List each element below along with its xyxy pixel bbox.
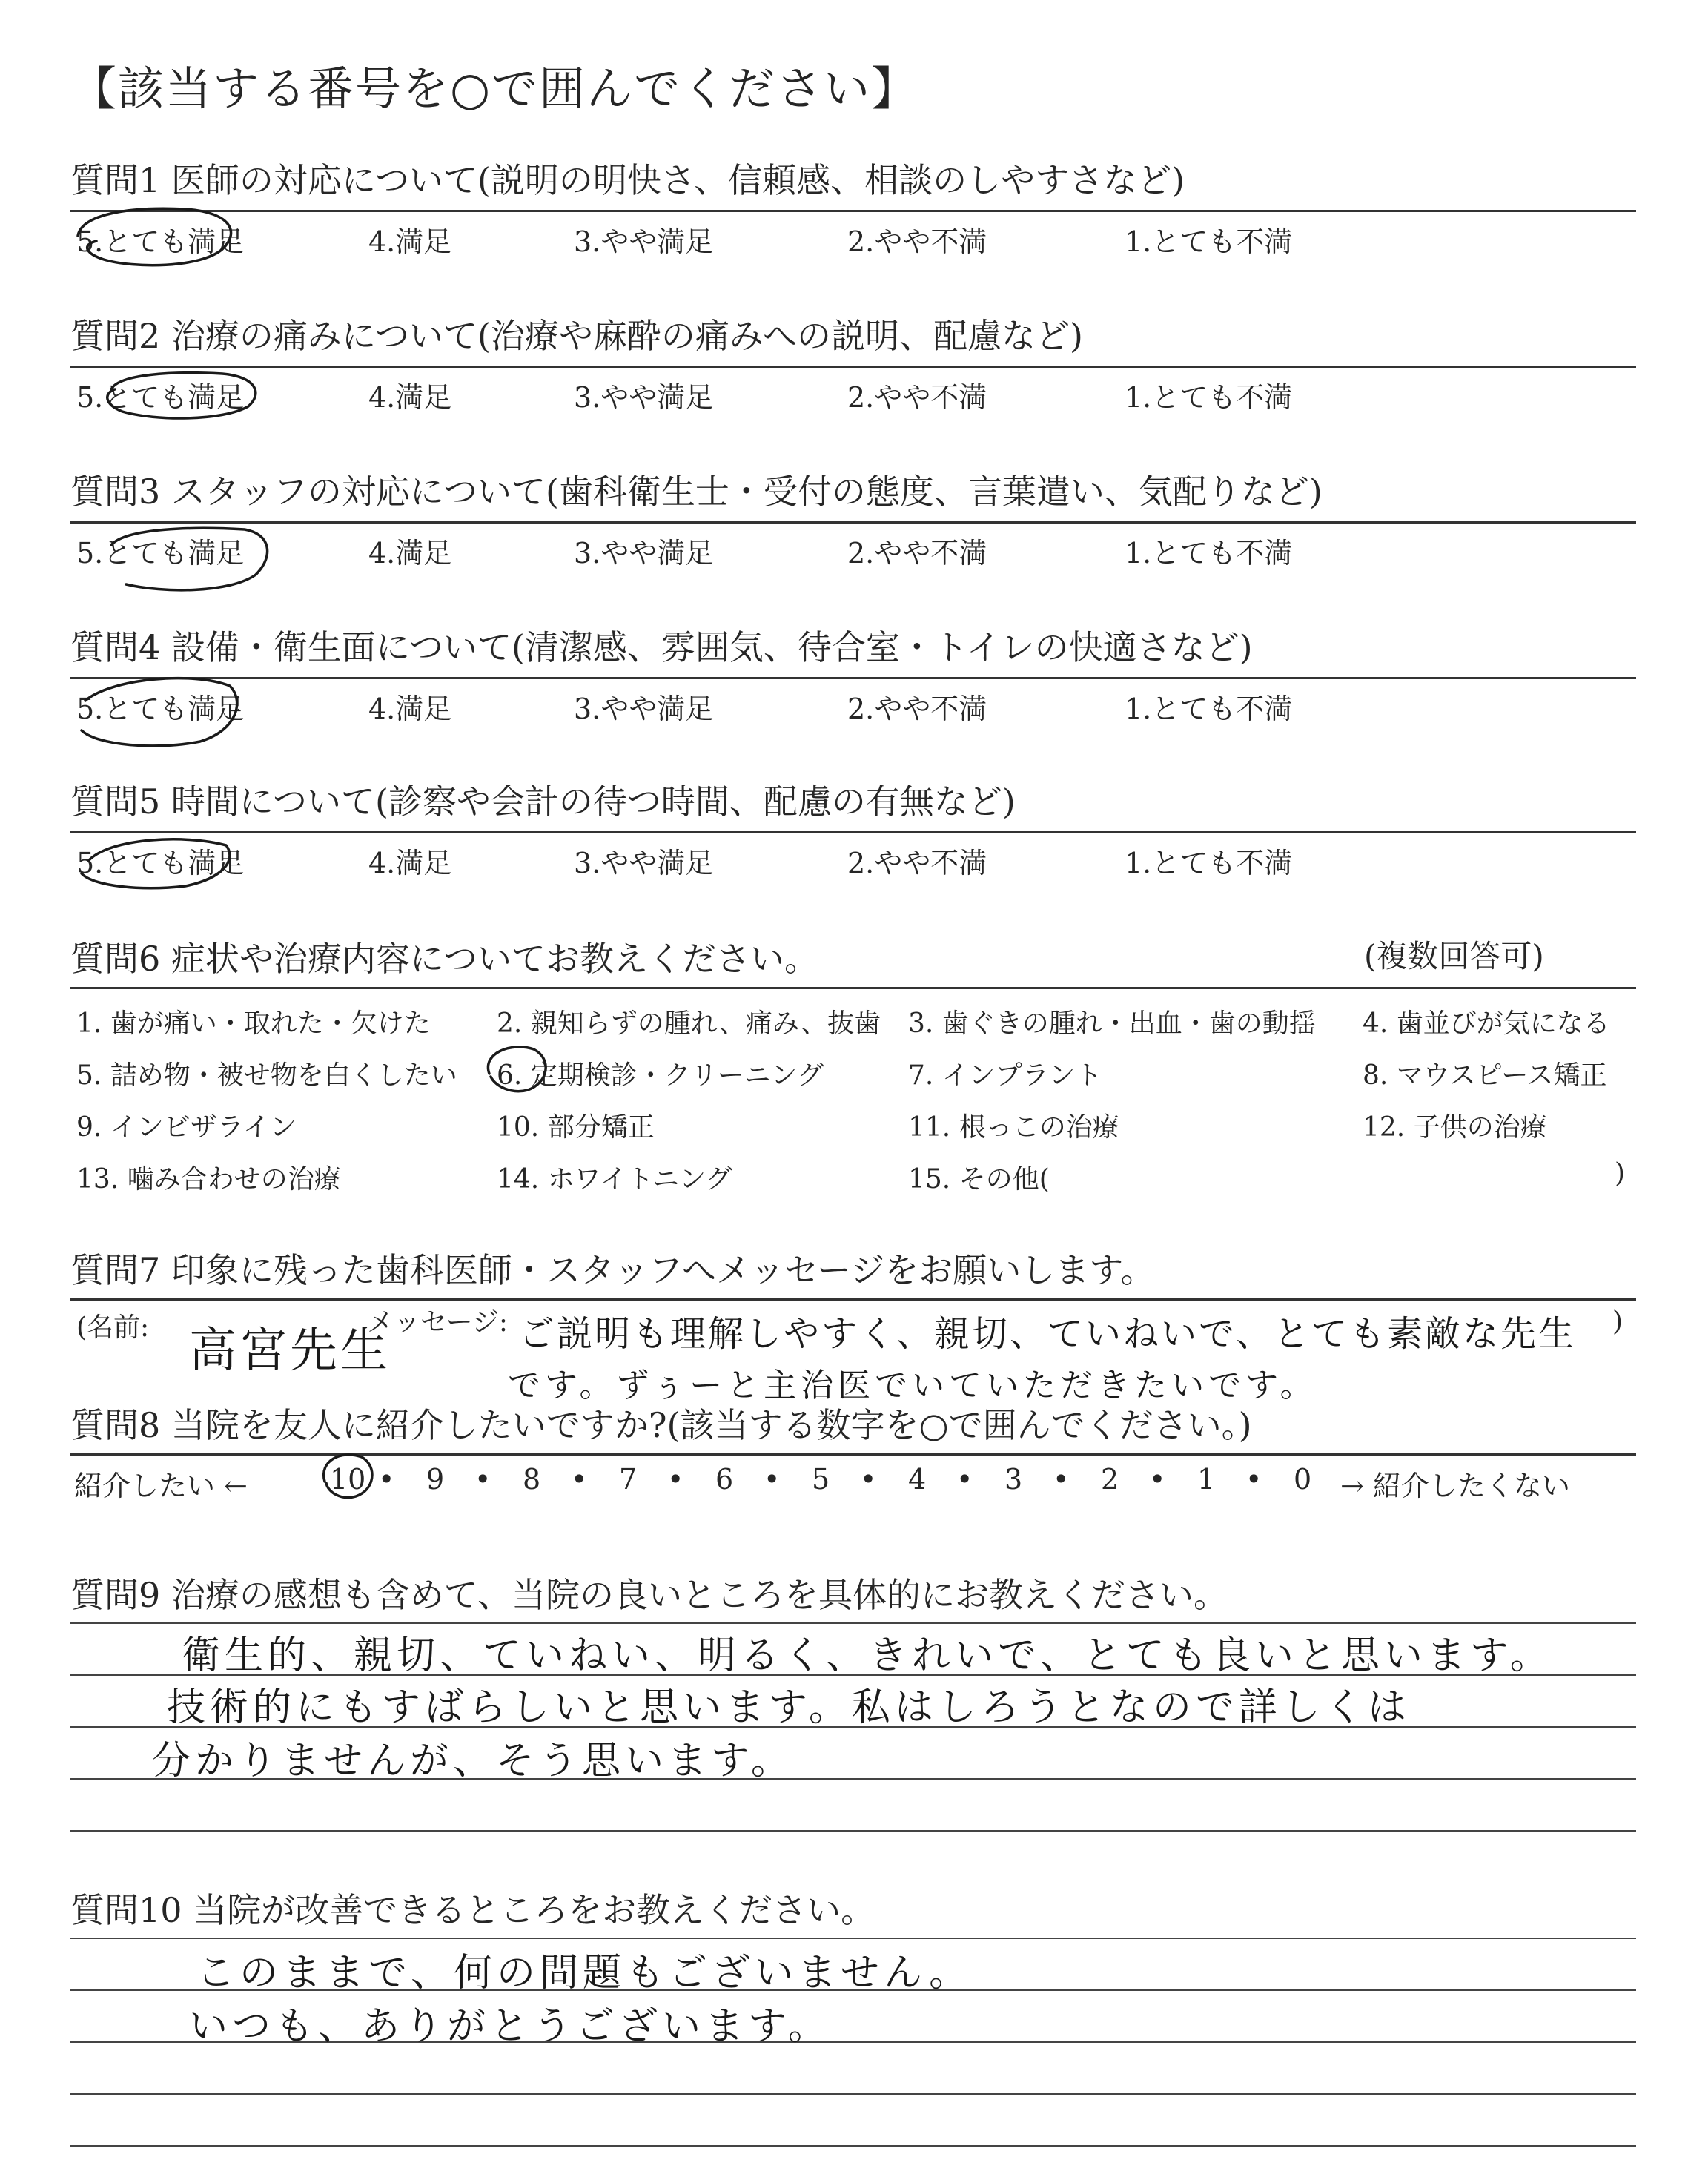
q10-line-rule-1 [70,1938,1636,1939]
q6-option-6[interactable]: 6. 定期検診・クリーニング [497,1060,824,1091]
q8-scale-value-7[interactable]: 7 [619,1463,638,1496]
q5-title: 質問5 時間について(診察や会計の待つ時間、配慮の有無など) [70,782,1016,822]
q1-option-2[interactable]: 2.やや不満 [847,225,987,258]
q5-option-3[interactable]: 3.やや満足 [574,847,714,879]
q5-option-2[interactable]: 2.やや不満 [847,847,987,879]
q7-title: 質問7 印象に残った歯科医師・スタッフへメッセージをお願いします。 [70,1250,1155,1290]
q9-handwritten-line-2[interactable]: 技術的にもすばらしいと思います。私はしろうとなので詳しくは [167,1685,1411,1730]
q1-rule [70,210,1636,212]
q1-option-4[interactable]: 4.満足 [368,225,452,258]
q4-rule [70,677,1636,679]
q8-scale-separator: • [1149,1463,1166,1496]
q2-option-2[interactable]: 2.やや不満 [847,381,987,414]
q6-option-10[interactable]: 10. 部分矯正 [497,1112,655,1143]
q8-scale-separator: • [764,1463,781,1496]
q2-title: 質問2 治療の痛みについて(治療や麻酔の痛みへの説明、配慮など) [70,316,1083,356]
q8-scale-separator: • [667,1463,684,1496]
q8-scale-separator: • [860,1463,877,1496]
q4-option-4[interactable]: 4.満足 [368,693,452,725]
q7-close-paren: ) [1612,1307,1623,1337]
q6-option-9[interactable]: 9. インビザライン [76,1112,297,1143]
q8-scale-separator: • [956,1463,973,1496]
q8-scale-separator: • [1053,1463,1070,1496]
q4-option-2[interactable]: 2.やや不満 [847,693,987,725]
q8-scale-value-2[interactable]: 2 [1101,1463,1119,1496]
q8-scale-separator: • [474,1463,491,1496]
q3-title: 質問3 スタッフの対応について(歯科衛生士・受付の態度、言葉遣い、気配りなど) [70,472,1323,512]
q8-scale-value-5[interactable]: 5 [812,1463,830,1496]
q8-scale-value-1[interactable]: 1 [1197,1463,1216,1496]
q4-option-3[interactable]: 3.やや満足 [574,693,714,725]
q10-handwritten-line-1[interactable]: このままで、何の問題もございません。 [196,1951,973,1995]
q6-option-14[interactable]: 14. ホワイトニング [497,1164,732,1195]
q3-rule [70,521,1636,524]
q10-line-rule-4 [70,2093,1636,2095]
q2-option-1[interactable]: 1.とても不満 [1125,381,1293,414]
q6-option-3[interactable]: 3. 歯ぐきの腫れ・出血・歯の動揺 [908,1008,1316,1039]
q3-option-2[interactable]: 2.やや不満 [847,537,987,569]
q1-title: 質問1 医師の対応について(説明の明快さ、信頼感、相談のしやすさなど) [70,160,1185,200]
q5-option-5[interactable]: 5.とても満足 [76,847,245,879]
q6-option-8[interactable]: 8. マウスピース矯正 [1363,1060,1607,1091]
q1-option-5[interactable]: 5.とても満足 [76,225,245,258]
q9-line-rule-5 [70,1830,1636,1832]
q6-option-5[interactable]: 5. 詰め物・被せ物を白くしたい [76,1060,457,1091]
q7-name-label: (名前: [76,1312,150,1343]
q6-option-1[interactable]: 1. 歯が痛い・取れた・欠けた [76,1008,431,1039]
q4-option-1[interactable]: 1.とても不満 [1125,693,1293,725]
q7-message-line-1[interactable]: ご説明も理解しやすく、親切、ていねいで、とても素敵な先生 [519,1313,1577,1355]
q9-handwritten-line-3[interactable]: 分かりませんが、そう思います。 [152,1739,794,1783]
q6-option-7[interactable]: 7. インプラント [908,1060,1102,1091]
q8-scale-separator: • [1245,1463,1262,1496]
q7-message-label: メッセージ: [367,1307,508,1338]
q3-option-3[interactable]: 3.やや満足 [574,537,714,569]
q9-handwritten-line-1[interactable]: 衛生的、親切、ていねい、明るく、きれいで、とても良いと思います。 [182,1634,1553,1678]
q6-option-13[interactable]: 13. 噛み合わせの治療 [76,1164,341,1195]
q8-scale-separator: • [571,1463,588,1496]
q7-name-handwritten[interactable]: 高宮先生 [189,1324,391,1378]
q10-title: 質問10 当院が改善できるところをお教えください。 [70,1890,875,1930]
q6-option-12[interactable]: 12. 子供の治療 [1363,1112,1547,1143]
q6-title: 質問6 症状や治療内容についてお教えください。 [70,939,818,979]
q6-option-15[interactable]: 15. その他( [908,1164,1050,1195]
q8-title: 質問8 当院を友人に紹介したいですか?(該当する数字を○で囲んでください。) [70,1405,1252,1445]
q8-scale-separator: • [378,1463,395,1496]
q5-rule [70,831,1636,833]
q2-option-5[interactable]: 5.とても満足 [76,381,245,414]
q8-right-label: → 紹介したくない [1340,1470,1570,1502]
q3-option-1[interactable]: 1.とても不満 [1125,537,1293,569]
form-title: 【該当する番号を○で囲んでください】 [70,62,919,116]
q8-scale-value-0[interactable]: 0 [1294,1463,1312,1496]
q4-title: 質問4 設備・衛生面について(清潔感、雰囲気、待合室・トイレの快適さなど) [70,627,1253,667]
q2-option-3[interactable]: 3.やや満足 [574,381,714,414]
q6-option-4[interactable]: 4. 歯並びが気になる [1363,1008,1610,1039]
q8-left-label: 紹介したい ← [74,1470,248,1502]
q2-rule [70,366,1636,368]
q6-other-close-paren: ) [1615,1158,1626,1189]
q8-rule [70,1453,1636,1456]
q8-scale-value-9[interactable]: 9 [426,1463,445,1496]
q3-option-5[interactable]: 5.とても満足 [76,537,245,569]
q8-scale-value-3[interactable]: 3 [1004,1463,1023,1496]
q6-rule [70,987,1636,989]
q7-rule [70,1298,1636,1301]
q10-handwritten-line-2[interactable]: いつも、ありがとうございます。 [189,2004,831,2049]
q6-note: (複数回答可) [1364,938,1544,974]
q8-scale-value-4[interactable]: 4 [908,1463,927,1496]
q5-option-1[interactable]: 1.とても不満 [1125,847,1293,879]
q1-option-1[interactable]: 1.とても不満 [1125,225,1293,258]
q9-title: 質問9 治療の感想も含めて、当院の良いところを具体的にお教えください。 [70,1575,1228,1615]
q6-option-11[interactable]: 11. 根っこの治療 [908,1112,1119,1143]
q6-selected [0,0,1,1]
q3-option-4[interactable]: 4.満足 [368,537,452,569]
q6-option-2[interactable]: 2. 親知らずの腫れ、痛み、抜歯 [497,1008,881,1039]
q8-scale-value-6[interactable]: 6 [715,1463,734,1496]
q5-option-4[interactable]: 4.満足 [368,847,452,879]
q1-option-3[interactable]: 3.やや満足 [574,225,714,258]
q4-option-5[interactable]: 5.とても満足 [76,693,245,725]
q8-scale-value-8[interactable]: 8 [523,1463,541,1496]
q2-option-4[interactable]: 4.満足 [368,381,452,414]
q7-message-line-2[interactable]: です。ずぅーと主治医でいていただきたいです。 [508,1367,1317,1404]
q8-scale-value-10[interactable]: 10 [330,1463,366,1496]
q10-line-rule-5 [70,2145,1636,2147]
